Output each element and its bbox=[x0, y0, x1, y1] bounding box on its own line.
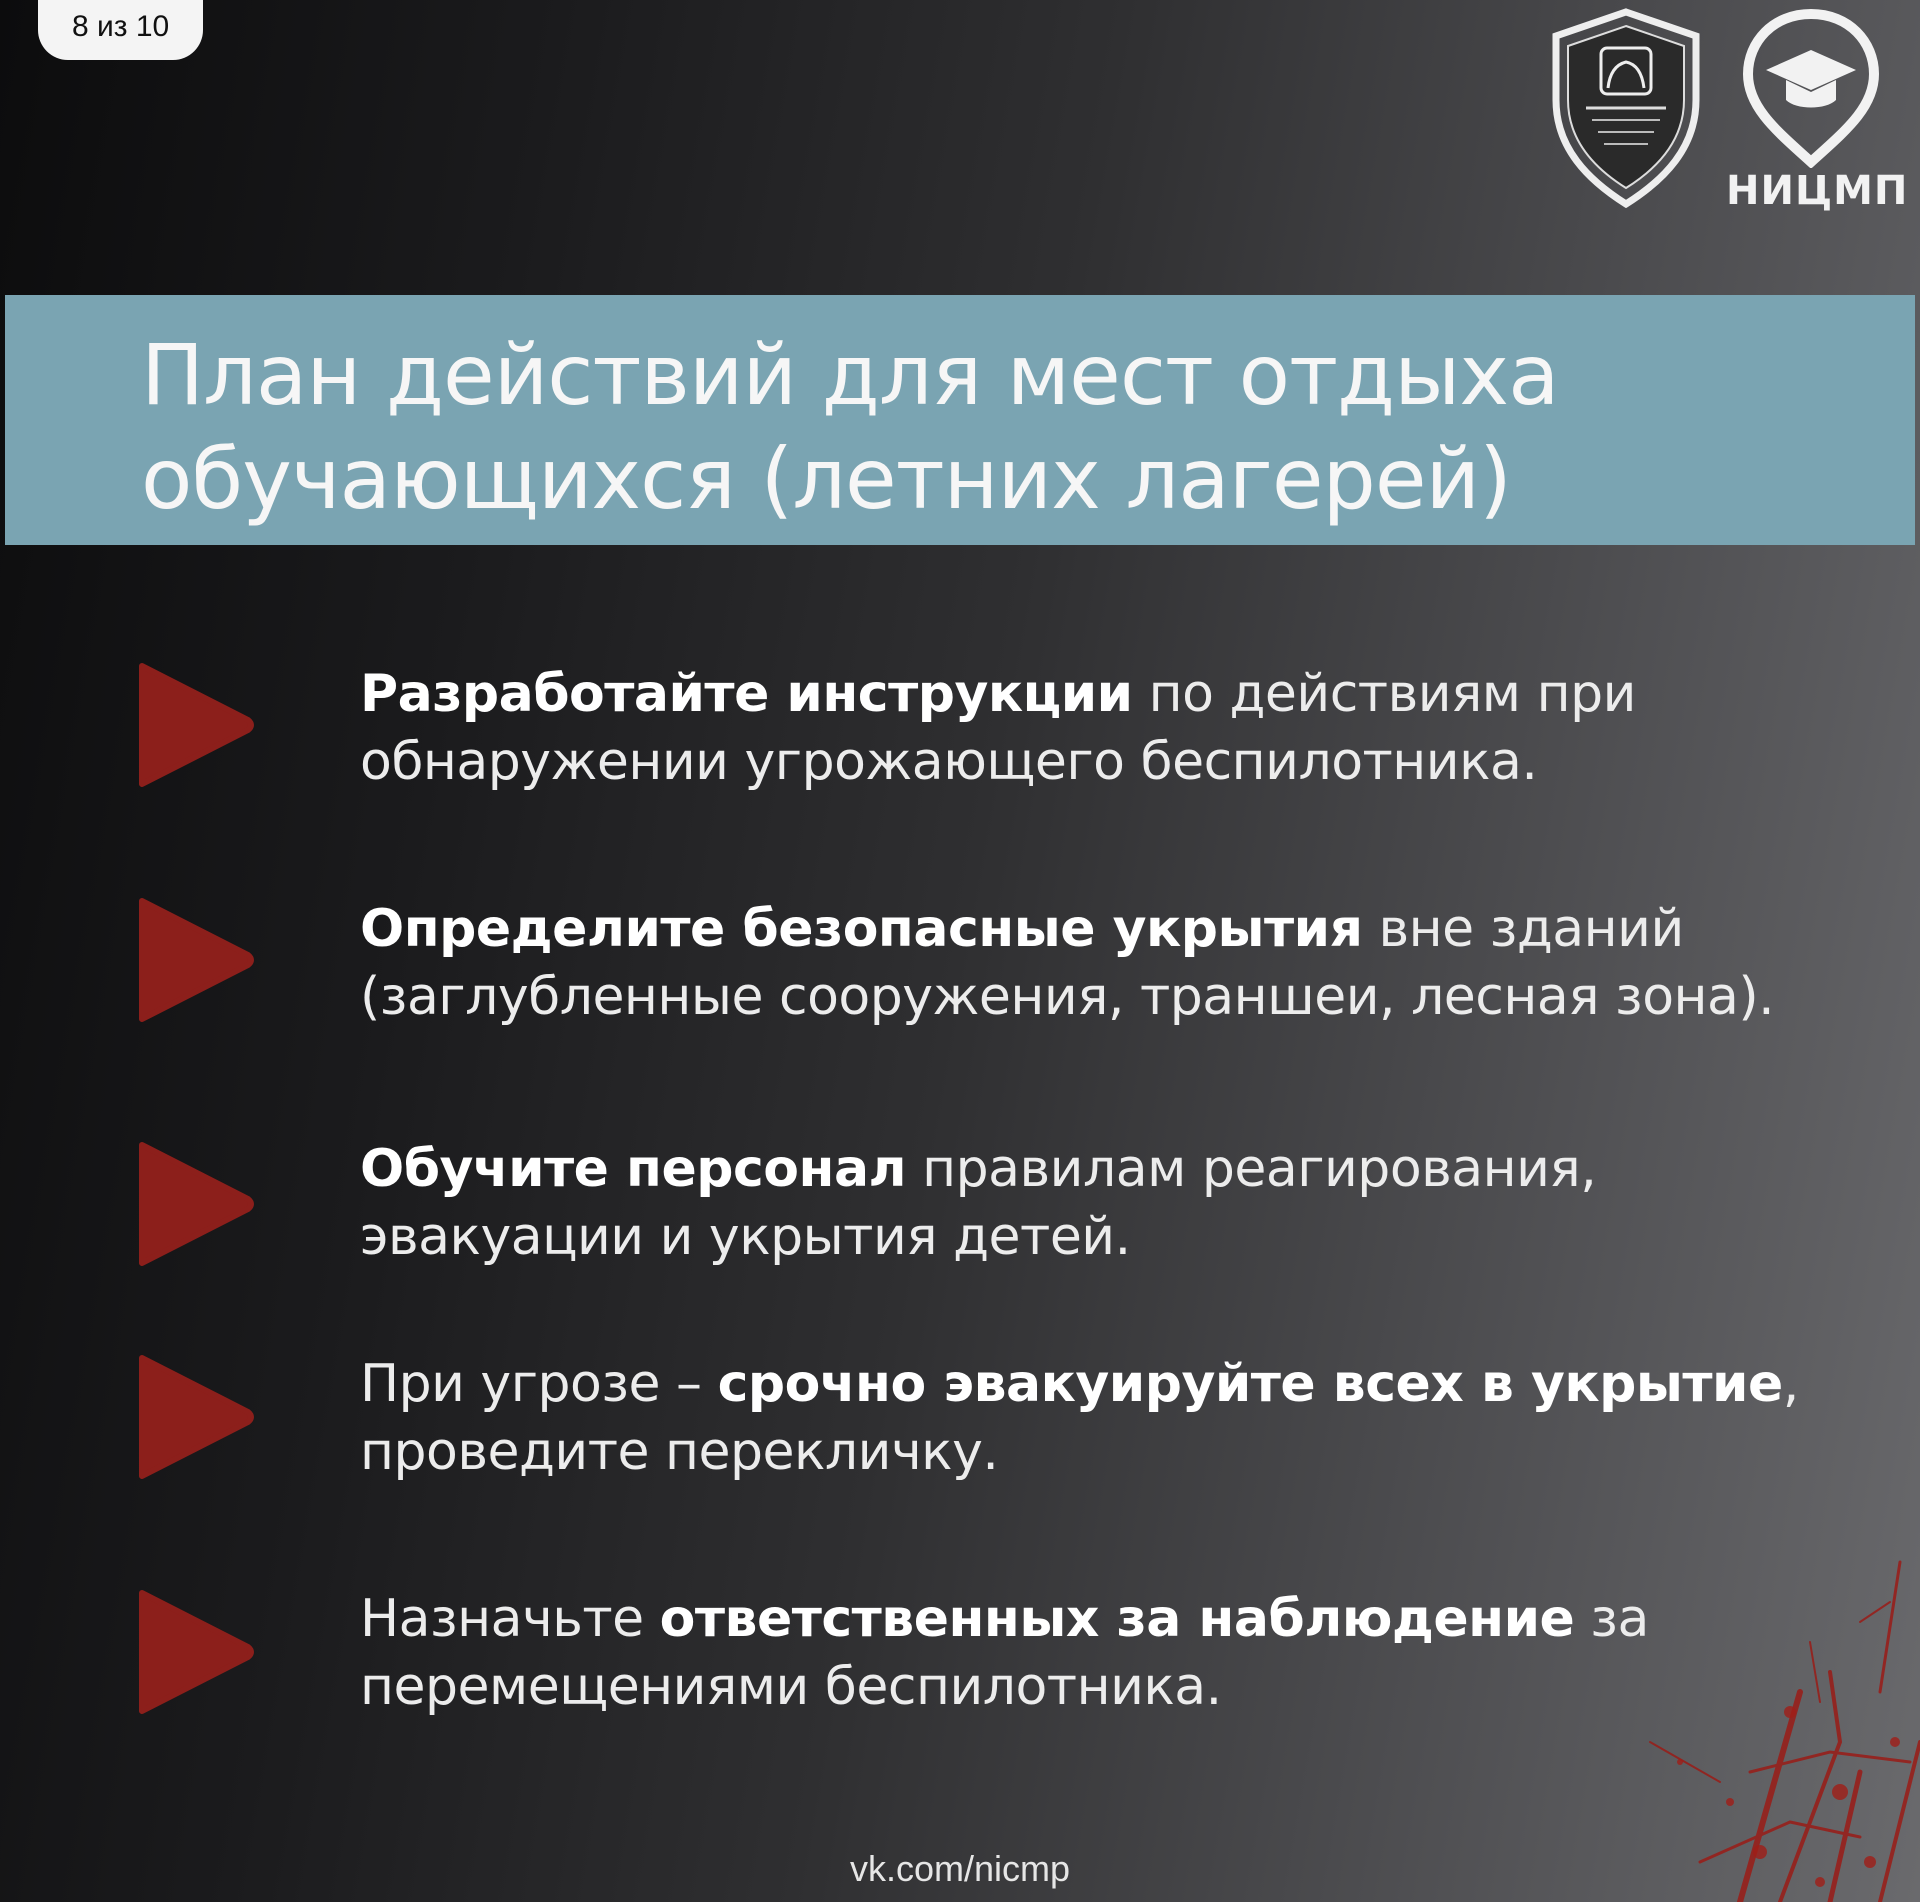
list-item-pre: При угрозе – bbox=[360, 1354, 718, 1414]
footer-link[interactable]: vk.com/nicmp bbox=[849, 1848, 1071, 1889]
list-item-bold: ответственных за наблюдение bbox=[659, 1589, 1575, 1649]
title-line-2: обучающихся (летних лагерей) bbox=[141, 430, 1511, 528]
logo-caption: НИЦМП bbox=[1726, 168, 1909, 214]
page-title bbox=[141, 323, 1875, 531]
graduation-cap-icon bbox=[1736, 8, 1886, 168]
play-arrow-icon bbox=[136, 1587, 256, 1717]
list-item-rest: правилам реагирования, эвакуации и укрытия детей. bbox=[360, 1139, 1597, 1267]
play-arrow-icon bbox=[136, 1139, 256, 1269]
list-item-rest: вне зданий (заглубленные сооружения, траншеи, лесная зона). bbox=[360, 899, 1775, 1027]
list-item-bold: срочно эвакуируйте всех в укрытие bbox=[717, 1354, 1783, 1414]
list-item-bold: Определите безопасные укрытия bbox=[360, 899, 1363, 959]
logos bbox=[1546, 8, 1909, 218]
list-item-rest: , проведите перекличку. bbox=[360, 1354, 1799, 1482]
list-item-text bbox=[360, 895, 1800, 1031]
title-band bbox=[5, 295, 1915, 545]
slide-counter: 8 из 10 bbox=[38, 0, 203, 60]
play-arrow-icon bbox=[136, 1352, 256, 1482]
play-arrow-icon bbox=[136, 895, 256, 1025]
play-arrow-icon bbox=[136, 660, 256, 790]
list-item-text bbox=[360, 1135, 1800, 1271]
list-item-bold: Обучите персонал bbox=[360, 1139, 907, 1199]
title-line-1: План действий для мест отдыха bbox=[141, 326, 1559, 424]
red-splatter-decoration bbox=[1500, 1442, 1920, 1902]
list-item-rest: по действиям при обнаружении угрожающего беспилотника. bbox=[360, 664, 1636, 792]
list-item-bold: Разработайте инструкции bbox=[360, 664, 1133, 724]
shield-emblem-icon bbox=[1546, 8, 1706, 208]
list-item-rest: за перемещениями беспилотника. bbox=[360, 1589, 1649, 1717]
list-item-pre: Назначьте bbox=[360, 1589, 660, 1649]
list-item-text bbox=[360, 660, 1800, 796]
